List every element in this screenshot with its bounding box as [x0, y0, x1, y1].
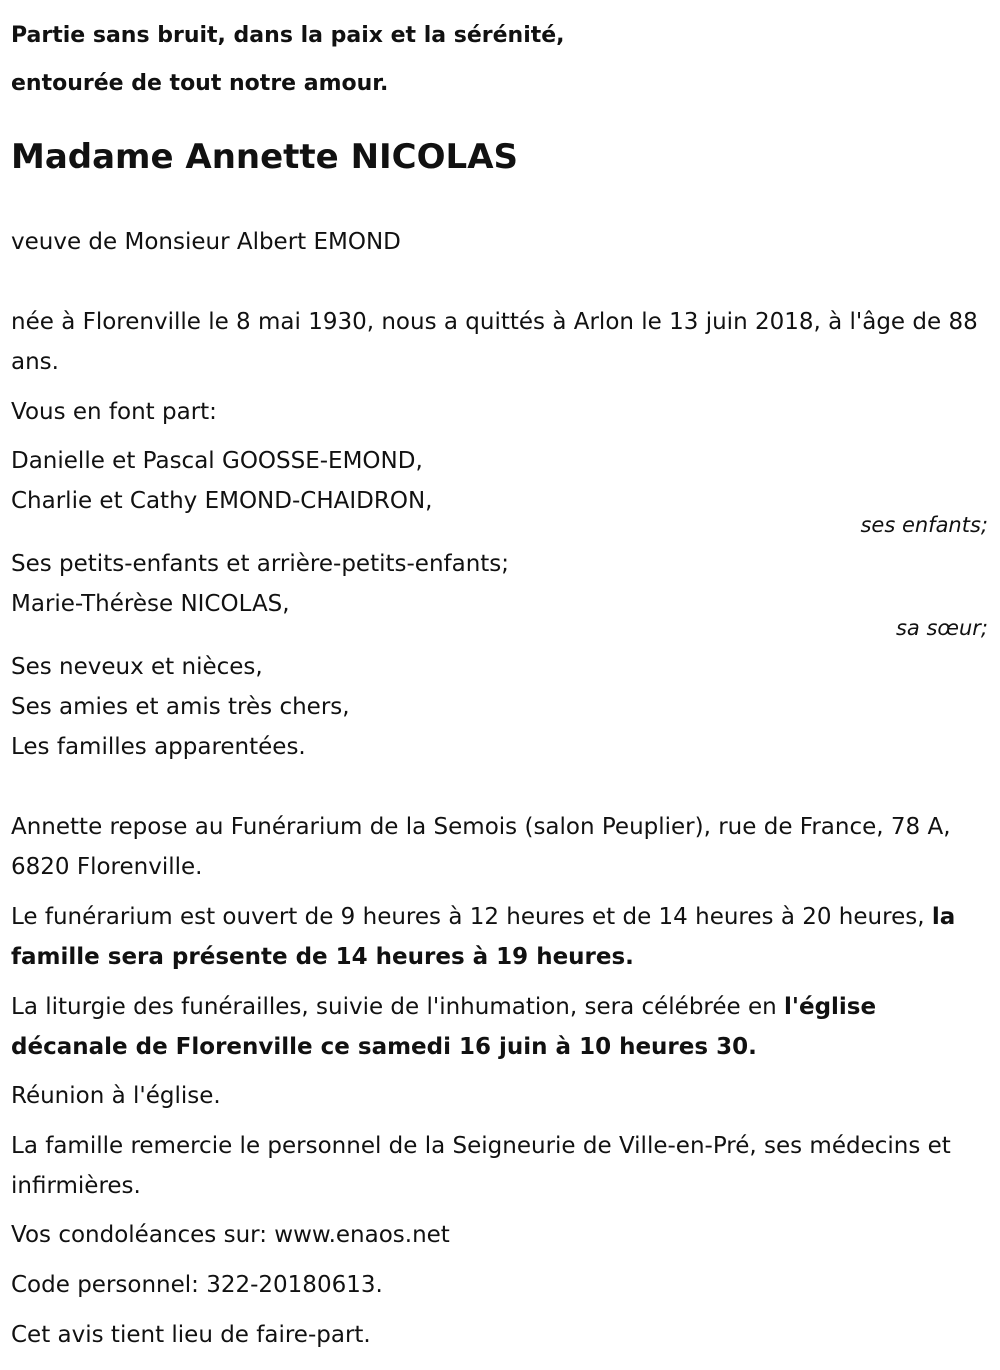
sister-relation: sa sœur; — [895, 616, 988, 640]
children-list — [11, 441, 988, 521]
intro-line-1: Partie sans bruit, dans la paix et la sérénité, — [11, 23, 565, 48]
liturgy-bold: l'église décanale de Florenville ce samedi 16 juin à 10 heures 30. — [11, 994, 877, 1060]
grandchildren-text: Ses petits-enfants et arrière-petits-enfants; — [11, 551, 510, 577]
announce-text: Vous en font part: — [11, 399, 217, 425]
intro-text — [11, 12, 988, 108]
children-relation: ses enfants; — [860, 513, 988, 537]
child-entry: Danielle et Pascal GOOSSE-EMOND, — [11, 448, 423, 474]
birth-death-text: née à Florenville le 8 mai 1930, nous a quittés à Arlon le 13 juin 2018, à l'âge de 88 ans. — [11, 309, 978, 375]
personal-code: Code personnel: 322-20180613. — [11, 1272, 383, 1298]
others-entry: Ses neveux et nièces, — [11, 654, 263, 680]
meeting-text: Réunion à l'église. — [11, 1083, 221, 1109]
liturgy-text: La liturgie des funérailles, suivie de l'inhumation, sera célébrée en — [11, 994, 785, 1020]
others-entry: Ses amies et amis très chers, — [11, 694, 350, 720]
child-entry: Charlie et Cathy EMOND-CHAIDRON, — [11, 488, 433, 514]
grandchildren-sister — [11, 544, 988, 624]
hours-text: Le funérarium est ouvert de 9 heures à 12 heures et de 14 heures à 20 heures, — [11, 904, 932, 930]
footer-text: Cet avis tient lieu de faire-part. — [11, 1322, 371, 1348]
hours-paragraph — [11, 897, 988, 977]
deceased-name: Madame Annette NICOLAS — [11, 137, 518, 177]
liturgy-paragraph — [11, 987, 988, 1067]
others-list — [11, 647, 988, 767]
widow-of: veuve de Monsieur Albert EMOND — [11, 229, 401, 255]
condolences-text: Vos condoléances sur: www.enaos.net — [11, 1222, 450, 1248]
others-entry: Les familles apparentées. — [11, 734, 306, 760]
hours-bold: la famille sera présente de 14 heures à 19 heures. — [11, 904, 956, 970]
intro-line-2: entourée de tout notre amour. — [11, 71, 389, 96]
thanks-text: La famille remercie le personnel de la Seigneurie de Ville-en-Pré, ses médecins et infirmières. — [11, 1133, 951, 1199]
sister-name: Marie-Thérèse NICOLAS, — [11, 591, 290, 617]
rests-at-text: Annette repose au Funérarium de la Semois (salon Peuplier), rue de France, 78 A, 6820 Florenville. — [11, 814, 951, 880]
